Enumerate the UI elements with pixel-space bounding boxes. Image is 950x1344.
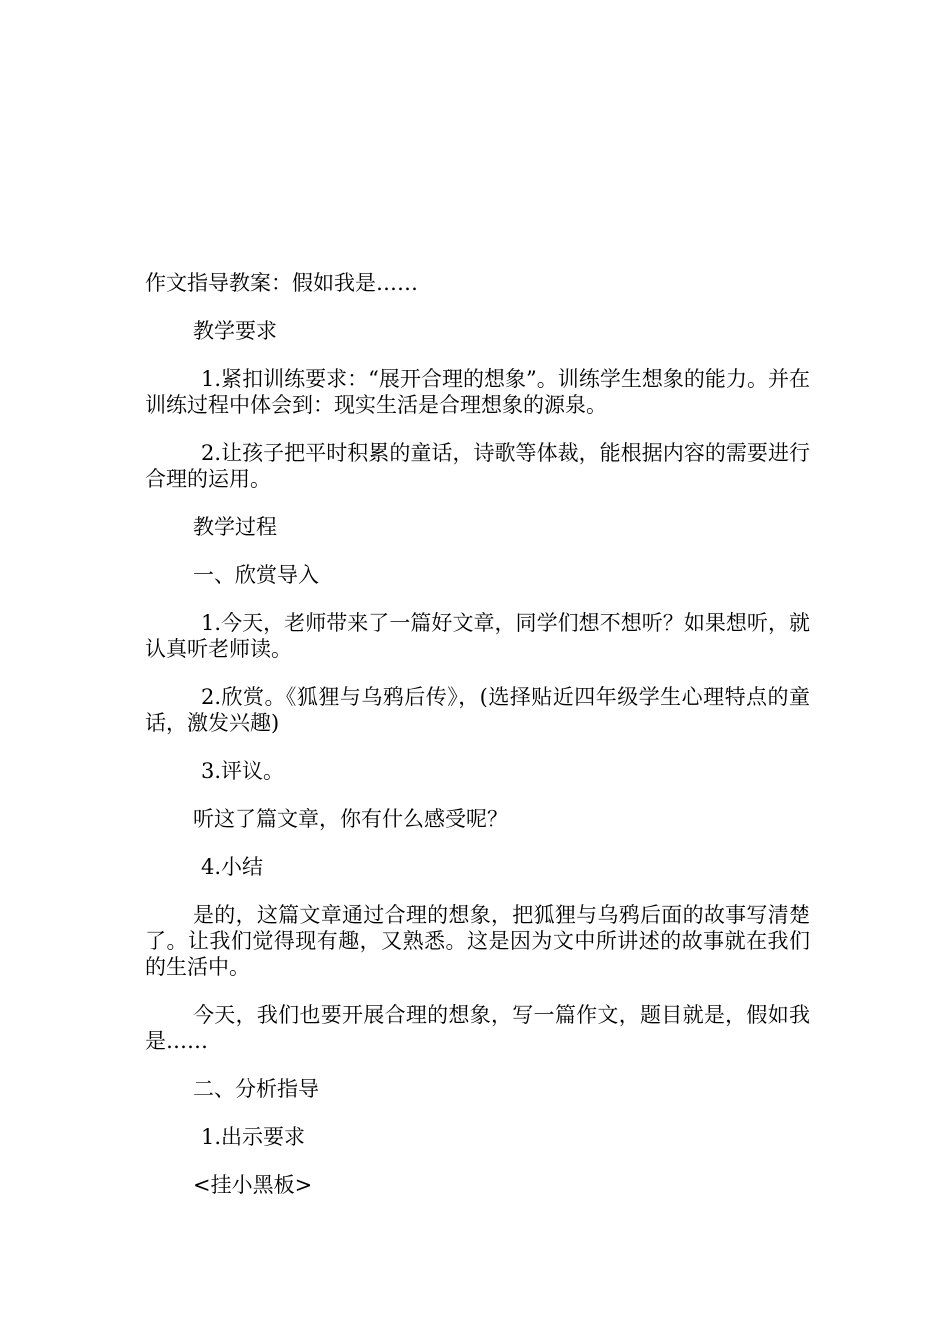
document-body bbox=[145, 270, 810, 1220]
paragraph-show-requirements: 1.出示要求 bbox=[201, 1125, 306, 1149]
document-title: 作文指导教案：假如我是…… bbox=[145, 271, 418, 295]
heading-teaching-requirements: 教学要求 bbox=[193, 319, 277, 343]
heading-section-one: 一、欣赏导入 bbox=[193, 563, 319, 587]
paragraph-step-2: 2.欣赏。《狐狸与乌鸦后传》，(选择贴近四年级学生心理特点的童话，激发兴趣) bbox=[145, 685, 810, 735]
paragraph-summary: 是的，这篇文章通过合理的想象，把狐狸与乌鸦后面的故事写清楚了。让我们觉得现有趣，又熟悉。这是因为文中所讲述的故事就在我们的生活中。 bbox=[145, 903, 810, 979]
paragraph-requirement-2: 2.让孩子把平时积累的童话，诗歌等体裁，能根据内容的需要进行合理的运用。 bbox=[145, 441, 810, 491]
paragraph-blackboard: <挂小黑板> bbox=[193, 1173, 313, 1197]
paragraph-requirement-1: 1.紧扣训练要求：“展开合理的想象”。训练学生想象的能力。并在训练过程中体会到：现实生活是合理想象的源泉。 bbox=[145, 367, 810, 417]
paragraph-step-1: 1.今天，老师带来了一篇好文章，同学们想不想听？如果想听，就认真听老师读。 bbox=[145, 611, 810, 661]
heading-section-two: 二、分析指导 bbox=[193, 1077, 319, 1101]
heading-teaching-process: 教学过程 bbox=[193, 515, 277, 539]
paragraph-step-4: 4.小结 bbox=[201, 855, 264, 879]
paragraph-topic: 今天，我们也要开展合理的想象，写一篇作文，题目就是，假如我是…… bbox=[145, 1003, 810, 1053]
paragraph-step-3: 3.评议。 bbox=[201, 759, 285, 783]
paragraph-question: 听这了篇文章，你有什么感受呢？ bbox=[193, 807, 508, 831]
